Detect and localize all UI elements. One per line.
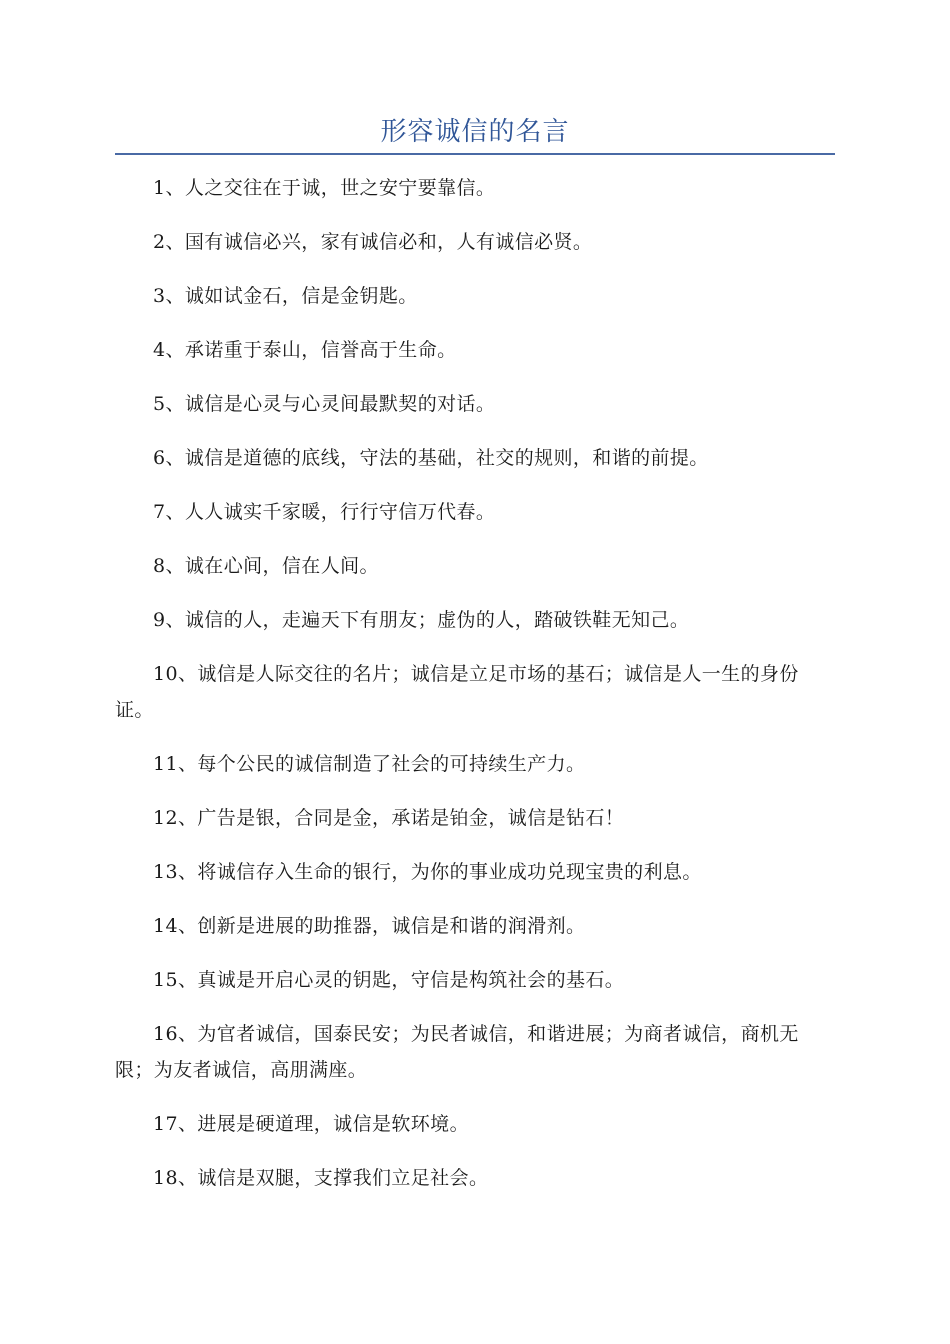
quote-item: 4、承诺重于泰山，信誉高于生命。 — [153, 339, 457, 361]
quote-item: 1、人之交往在于诚，世之安宁要靠信。 — [153, 177, 496, 199]
quote-item: 16、为官者诚信，国泰民安；为民者诚信，和谐进展；为商者诚信，商机无限；为友者诚信，高朋满座。 — [115, 1023, 799, 1081]
quote-item: 13、将诚信存入生命的银行，为你的事业成功兑现宝贵的利息。 — [153, 861, 702, 883]
quote-item: 10、诚信是人际交往的名片；诚信是立足市场的基石；诚信是人一生的身份证。 — [115, 663, 799, 721]
title-underline — [115, 153, 835, 155]
quote-item: 2、国有诚信必兴，家有诚信必和，人有诚信必贤。 — [153, 231, 593, 253]
quote-item: 8、诚在心间，信在人间。 — [153, 555, 379, 577]
quote-item: 14、创新是进展的助推器，诚信是和谐的润滑剂。 — [153, 915, 586, 937]
quote-item: 15、真诚是开启心灵的钥匙，守信是构筑社会的基石。 — [153, 969, 625, 991]
quote-item: 6、诚信是道德的底线，守法的基础，社交的规则，和谐的前提。 — [153, 447, 709, 469]
quote-item: 3、诚如试金石，信是金钥匙。 — [153, 285, 418, 307]
quote-item: 11、每个公民的诚信制造了社会的可持续生产力。 — [153, 753, 586, 775]
quote-item: 18、诚信是双腿，支撑我们立足社会。 — [153, 1167, 489, 1189]
quote-item: 17、进展是硬道理，诚信是软环境。 — [153, 1113, 469, 1135]
document-title: 形容诚信的名言 — [380, 117, 570, 147]
quote-list — [115, 170, 835, 1214]
quote-item: 12、广告是银，合同是金，承诺是铂金，诚信是钻石！ — [153, 807, 625, 829]
quote-item: 7、人人诚实千家暖，行行守信万代春。 — [153, 501, 496, 523]
quote-item: 5、诚信是心灵与心灵间最默契的对话。 — [153, 393, 496, 415]
quote-item: 9、诚信的人，走遍天下有朋友；虚伪的人，踏破铁鞋无知己。 — [153, 609, 690, 631]
